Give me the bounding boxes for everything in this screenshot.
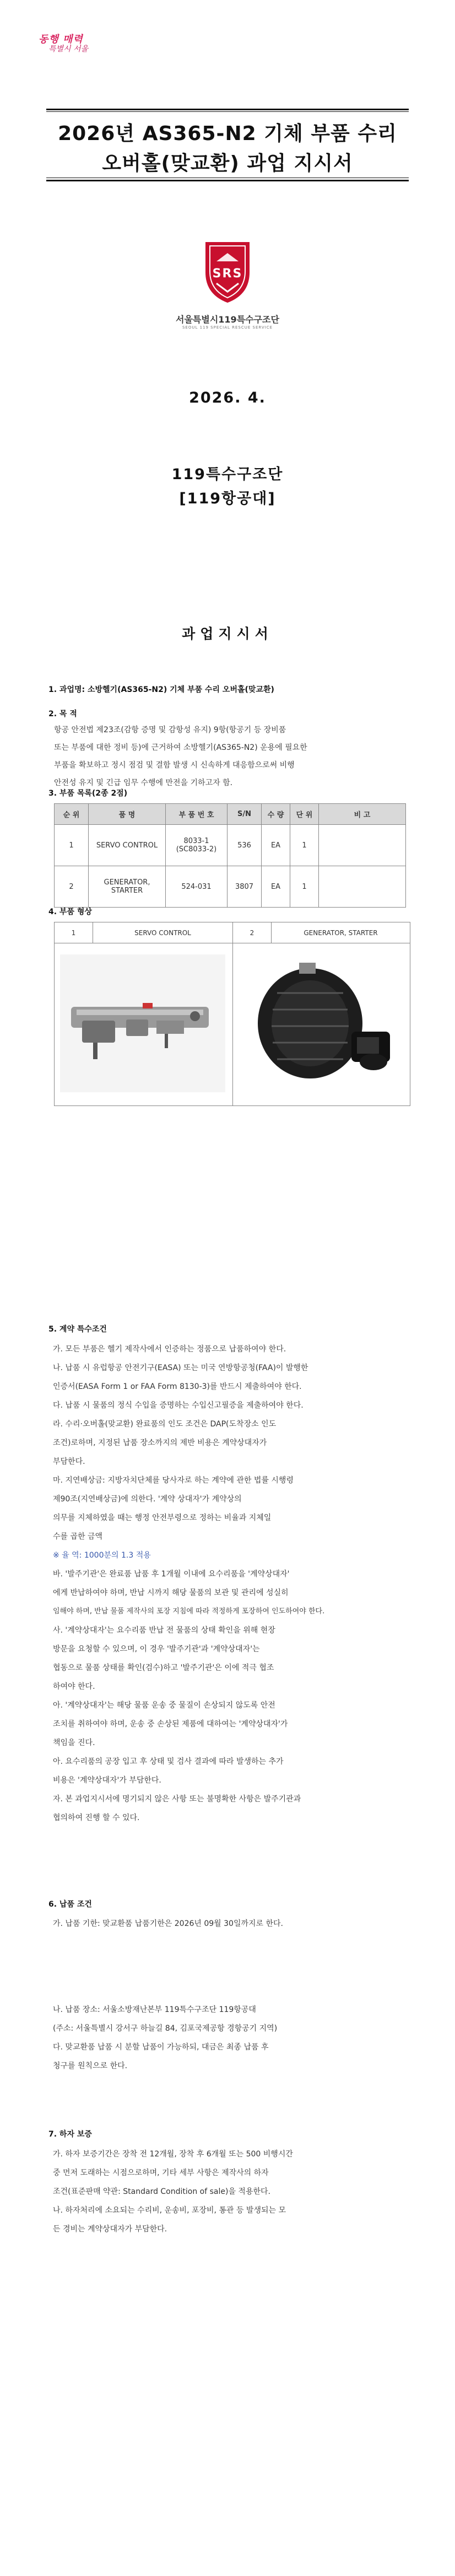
column-header: 부 품 번 호 [166, 804, 228, 825]
column-header: 비 고 [319, 804, 406, 825]
delivery-line: (주소: 서울특별시 강서구 하늘길 84, 김포국제공항 경항공기 지역) [53, 2024, 278, 2033]
generator-starter-photo [239, 949, 404, 1098]
emblem-subtitle: SEOUL 119 SPECIAL RESCUE SERVICE [182, 325, 273, 330]
column-header: 순 위 [55, 804, 89, 825]
document-title-line2: 오버홀(맞교환) 과업 지시서 [102, 152, 353, 175]
emblem-letters: SRS [212, 267, 243, 281]
cell-no: 1 [55, 825, 89, 866]
parts-table [54, 803, 406, 908]
slogan-line1: 동행 매력 [39, 34, 83, 45]
generator-starter-photo-cell [233, 943, 410, 1106]
emblem-logo [200, 239, 255, 305]
slogan-line2: 특별시 서울 [48, 44, 89, 53]
warranty-line: 가. 하자 보증기간은 장착 전 12개월, 장착 후 6개월 또는 500 비행시간 [53, 2150, 293, 2159]
condition-line: 수를 곱한 금액 [53, 1532, 103, 1541]
cell-part-number: 524-031 [166, 866, 228, 908]
condition-line: 나. 납품 시 유럽항공 안전기구(EASA) 또는 미국 연방항공청(FAA)이 발행한 [53, 1364, 308, 1372]
condition-line: 바. '발주기관'은 완료품 납품 후 1개월 이내에 요수리품을 '계약상대자' [53, 1570, 290, 1579]
servo-control-photo [60, 954, 225, 1092]
condition-line: 책임을 진다. [53, 1738, 95, 1747]
delivery-line: 나. 납품 장소: 서울소방재난본부 119특수구조단 119항공대 [53, 2005, 256, 2014]
condition-line: 하여야 한다. [53, 1682, 95, 1691]
condition-line: 비용은 '계약상대자'가 부담한다. [53, 1776, 161, 1785]
section-2-body [54, 721, 407, 792]
cell-note [319, 866, 406, 908]
condition-line: 협동으로 물품 상태를 확인(검수)하고 '발주기관'은 이에 적극 협조 [53, 1663, 274, 1672]
column-header: S/N [228, 804, 262, 825]
emblem-name: 서울특별시119특수구조단 [176, 314, 279, 325]
section-6-heading: 6. 납품 조건 [48, 1900, 92, 1909]
image-col-name: SERVO CONTROL [93, 922, 233, 943]
cell-part-number: 8033-1 (SC8033-2) [166, 825, 228, 866]
section-1-heading: 1. 과업명: 소방헬기(AS365-N2) 기체 부품 수리 오버홀(맞교환) [48, 685, 274, 694]
organization-unit: [119항공대] [179, 490, 276, 507]
section-3-heading: 3. 부품 목록(2종 2점) [48, 789, 128, 798]
delivery-deadline-line: 가. 납품 기한: 맞교환품 납품기한은 2026년 09월 30일까지로 한다. [53, 1919, 284, 1928]
warranty-line: 조건(표준판매 약관: Standard Condition of sale)을 적용한다. [53, 2187, 270, 2196]
warranty-line: 중 먼저 도래하는 시점으로하며, 기타 세부 사항은 제작사의 하자 [53, 2169, 269, 2177]
section-2-line: 항공 안전법 제23조(감항 증명 및 감항성 유지) 9항(항공기 등 장비품 [54, 726, 286, 734]
warranty-line: 나. 하자처리에 소요되는 수리비, 운송비, 포장비, 통관 등 발생되는 모 [53, 2206, 286, 2215]
slogan-logo [39, 34, 94, 53]
section-2-heading: 2. 목 적 [48, 710, 77, 718]
cell-sn: 536 [228, 825, 262, 866]
condition-line: 가. 모든 부품은 헬기 제작사에서 인증하는 정품으로 납품하여야 한다. [53, 1345, 286, 1354]
cell-sn: 3807 [228, 866, 262, 908]
image-col-no: 1 [55, 922, 93, 943]
section-2-line: 또는 부품에 대한 정비 등)에 근거하여 소방헬기(AS365-N2) 운용에 필요한 [54, 743, 307, 752]
condition-line: 방문을 요청할 수 있으며, 이 경우 '발주기관'과 '계약상대자'는 [53, 1645, 260, 1654]
cell-unit: 1 [290, 825, 319, 866]
image-table-body-row [55, 943, 410, 1106]
cell-qty: EA [262, 825, 290, 866]
condition-line: 사. '계약상대자'는 요수리품 반납 전 물품의 상태 확인을 위해 현장 [53, 1626, 275, 1635]
cell-unit: 1 [290, 866, 319, 908]
image-col-no: 2 [233, 922, 272, 943]
condition-line: 임해야 하며, 반납 물품 제작사의 포장 지침에 따라 적정하게 포장하여 인도하여야 한다. [53, 1607, 325, 1616]
image-table-header-row [55, 922, 410, 943]
cell-name: GENERATOR, STARTER [89, 866, 166, 908]
cell-no: 2 [55, 866, 89, 908]
table-row [55, 866, 406, 908]
organization-name: 119특수구조단 [171, 466, 284, 483]
document-title-line1: 2026년 AS365-N2 기체 부품 수리 [58, 122, 397, 145]
section-7-heading: 7. 하자 보증 [48, 2130, 92, 2139]
spec-title: 과업지시서 [182, 626, 273, 642]
title-bottom-rule [46, 180, 409, 181]
condition-line: 아. '계약상대자'는 해당 물품 운송 중 물질이 손상되지 않도록 안전 [53, 1701, 275, 1710]
table-row [55, 825, 406, 866]
condition-line: 부담한다. [53, 1457, 85, 1466]
column-header: 단 위 [290, 804, 319, 825]
section-2-line: 부품을 확보하고 정시 점검 및 결함 발생 시 신속하게 대응함으로써 비행 [54, 761, 295, 770]
condition-line: 다. 납품 시 물품의 정식 수입을 증명하는 수입신고필증을 제출하여야 한다. [53, 1401, 304, 1410]
column-header: 수 량 [262, 804, 290, 825]
condition-line: 마. 지연배상금: 지방자치단체를 당사자로 하는 계약에 관한 법률 시행령 [53, 1476, 294, 1485]
image-col-name: GENERATOR, STARTER [272, 922, 410, 943]
section-2-line: 안전성 유지 및 긴급 임무 수행에 만전을 기하고자 함. [54, 779, 233, 787]
condition-line: 인증서(EASA Form 1 or FAA Form 8130-3)를 반드시 제출하여야 한다. [53, 1382, 302, 1391]
condition-line: 협의하여 진행 할 수 있다. [53, 1813, 140, 1822]
condition-line: 라. 수리·오버홀(맞교환) 완료품의 인도 조건은 DAP(도착장소 인도 [53, 1420, 277, 1429]
condition-line: 조치를 취하여야 하며, 운송 중 손상된 제품에 대하여는 '계약상대자'가 [53, 1720, 288, 1729]
cell-note [319, 825, 406, 866]
condition-line: 의무를 지체하였을 때는 행정 안전부령으로 정하는 비율과 지체일 [53, 1514, 272, 1522]
delivery-line: 다. 맞교환품 납품 시 분할 납품이 가능하되, 대금은 최종 납품 후 [53, 2043, 269, 2052]
condition-line: 자. 본 과업지시서에 명기되지 않은 사항 또는 불명확한 사항은 발주기관과 [53, 1795, 301, 1804]
condition-line: 에게 반납하여야 하며, 반납 시까지 해당 물품의 보관 및 관리에 성실히 [53, 1588, 289, 1597]
document-date: 2026. 4. [189, 389, 266, 406]
parts-image-table [54, 922, 410, 1106]
condition-line: 조건)로하며, 지정된 납품 장소까지의 제반 비용은 계약상대자가 [53, 1439, 267, 1447]
condition-line-note: ※ 율 역: 1000분의 1.3 적용 [53, 1551, 151, 1560]
section-5-heading: 5. 계약 특수조건 [48, 1325, 107, 1334]
condition-line: 아. 요수리품의 공장 입고 후 상태 및 검사 결과에 따라 발생하는 추가 [53, 1757, 284, 1766]
section-4-heading: 4. 부품 형상 [48, 908, 92, 916]
title-top-rule-thin [46, 111, 409, 112]
servo-control-photo-cell [55, 943, 233, 1106]
title-top-rule [46, 109, 409, 110]
cell-name: SERVO CONTROL [89, 825, 166, 866]
column-header: 품 명 [89, 804, 166, 825]
warranty-line: 든 경비는 계약상대자가 부담한다. [53, 2225, 167, 2234]
condition-line: 제90조(지연배상금)에 의한다. '계약 상대자'가 계약상의 [53, 1495, 242, 1504]
delivery-line: 청구를 원칙으로 한다. [53, 2062, 128, 2070]
cell-qty: EA [262, 866, 290, 908]
table-header-row [55, 804, 406, 825]
